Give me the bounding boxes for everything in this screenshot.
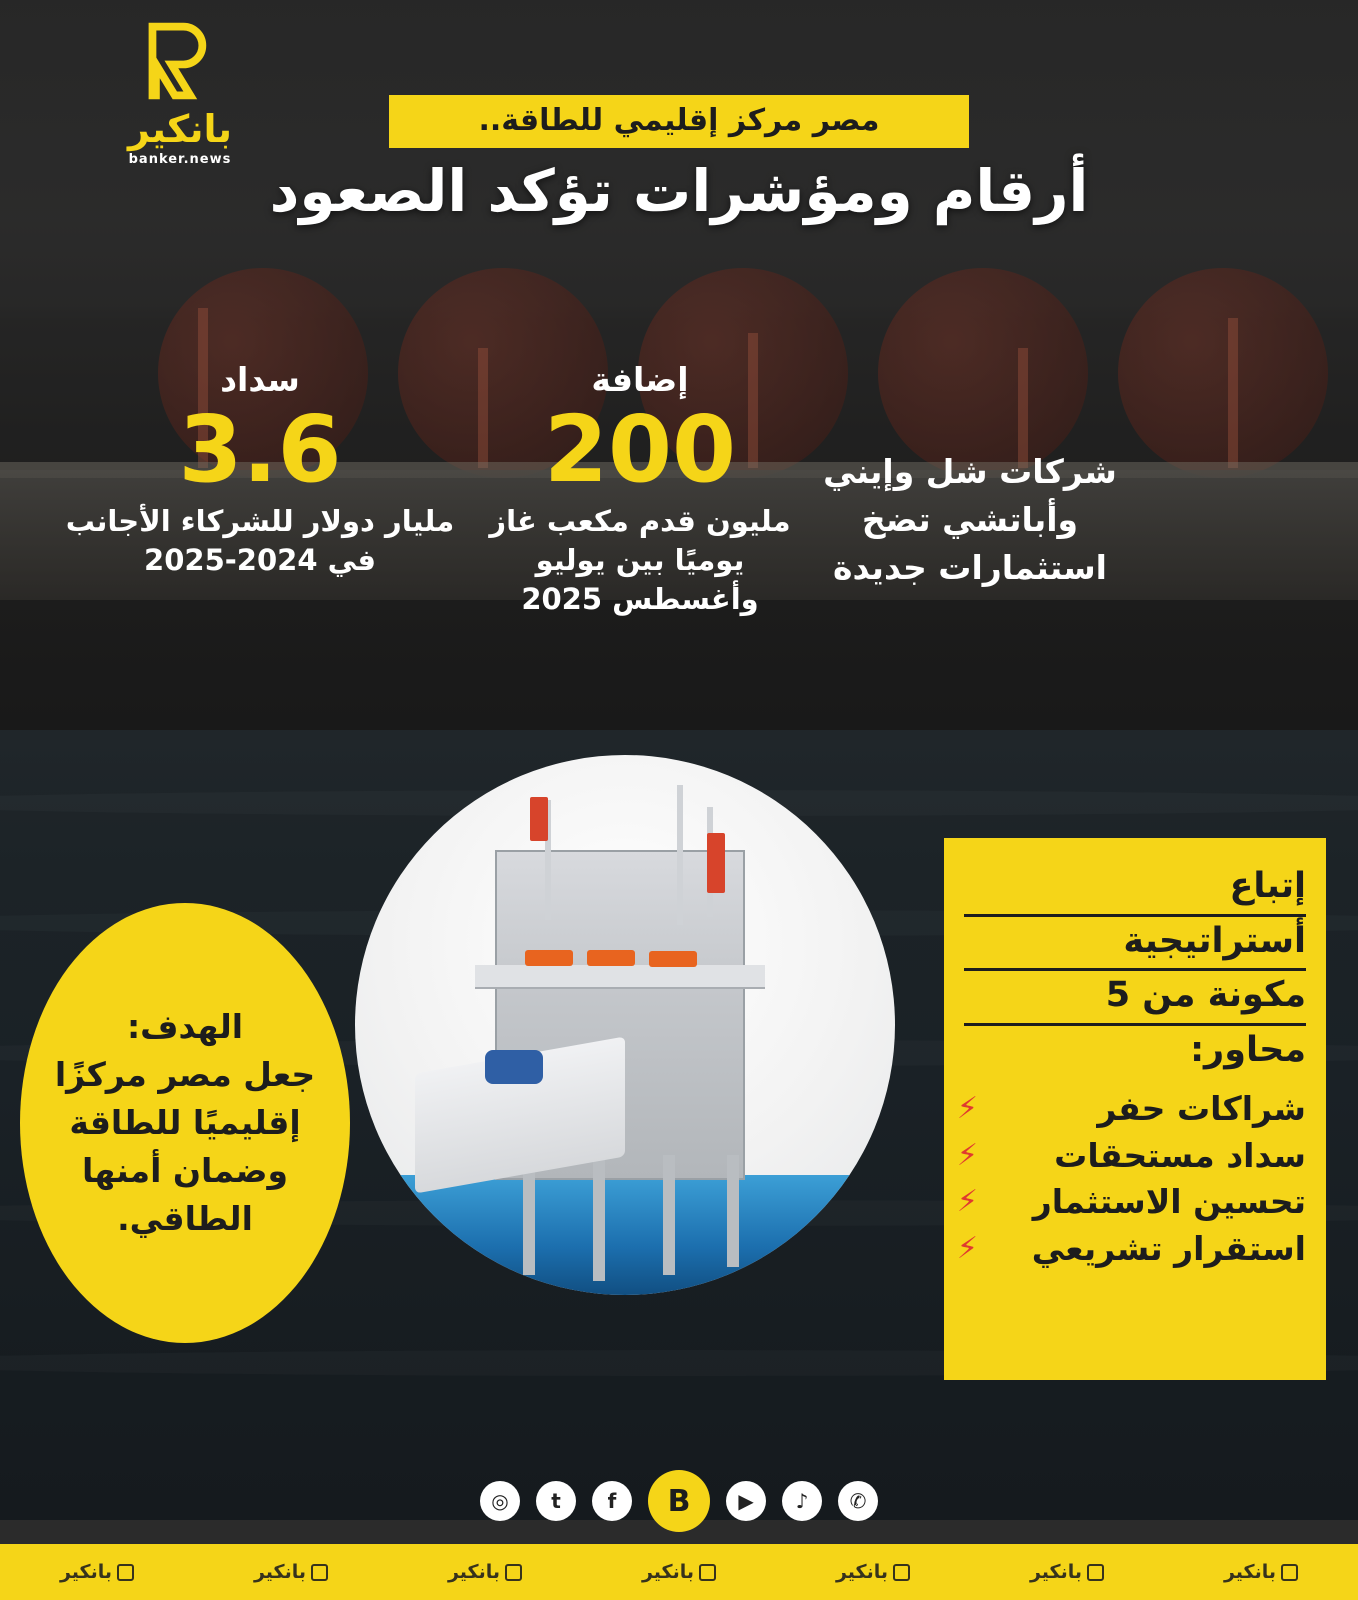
strategy-item-label: استقرار تشريعي [1031, 1229, 1306, 1269]
kicker-badge: مصر مركز إقليمي للطاقة.. [389, 95, 969, 148]
footer-strip-label: بانكير [835, 1561, 889, 1583]
rig-valve-cap [485, 1050, 543, 1084]
logo-subtext: banker.news [128, 152, 232, 167]
rig-leg [663, 1155, 675, 1275]
strategy-title-line-4: محاور: [1190, 1030, 1306, 1071]
logo-text: بانكير [127, 107, 233, 151]
rig-deck [475, 965, 765, 987]
list-item [956, 1226, 1306, 1273]
list-item [956, 1086, 1306, 1133]
youtube-icon[interactable]: ▶ [726, 1481, 766, 1521]
footer-strip-logo [254, 1561, 328, 1583]
strategy-item-label: سداد مستحقات [1054, 1135, 1306, 1175]
strategy-title-line-2: أستراتيجية [964, 917, 1306, 972]
footer-strip-label: بانكير [253, 1561, 307, 1583]
rig-crane [677, 785, 683, 925]
banker-mark-icon [893, 1564, 910, 1581]
banker-mark-icon [505, 1564, 522, 1581]
gas-addition-value: 200 [543, 395, 737, 503]
goal-title: الهدف: [126, 1007, 244, 1047]
rig-lifeboat [525, 950, 573, 966]
facebook-icon[interactable]: f [592, 1481, 632, 1521]
rig-leg [727, 1155, 739, 1267]
footer-strip-logo [1030, 1561, 1104, 1583]
footer-strip-logo [60, 1561, 134, 1583]
bolt-icon: ⚡ [956, 1184, 978, 1220]
footer-strip-label: بانكير [59, 1561, 113, 1583]
goal-callout [20, 903, 350, 1343]
strategy-panel [944, 838, 1326, 1380]
companies-stat-text: شركات شل وإيني وأباتشي تضخ استثمارات جديدة [823, 452, 1117, 587]
gas-addition-description: مليون قدم مكعب غاز يوميًا بين يوليو وأغسطس 2025 [489, 504, 791, 617]
footer-strip-logo [836, 1561, 910, 1583]
banker-mark-icon [1281, 1564, 1298, 1581]
stats-row [0, 360, 1358, 620]
banker-mark-icon [1087, 1564, 1104, 1581]
page-title: أرقام ومؤشرات تؤكد الصعود [269, 157, 1089, 225]
rig-red-mast [707, 833, 725, 893]
whatsapp-icon[interactable]: ✆ [838, 1481, 878, 1521]
banker-mark-icon [117, 1564, 134, 1581]
banker-mark-icon [699, 1564, 716, 1581]
rig-lifeboat [649, 951, 697, 967]
footer-strip-logo [448, 1561, 522, 1583]
strategy-list [956, 1086, 1306, 1273]
footer-strip-label: بانكير [641, 1561, 695, 1583]
footer-strip-label: بانكير [1029, 1561, 1083, 1583]
twitter-icon[interactable]: t [536, 1481, 576, 1521]
footer-logo-strip [0, 1544, 1358, 1600]
instagram-icon[interactable]: ◎ [480, 1481, 520, 1521]
banker-monogram-icon [137, 18, 223, 104]
bolt-icon: ⚡ [956, 1137, 978, 1173]
gas-addition-label: إضافة [591, 360, 689, 399]
list-item [956, 1133, 1306, 1180]
payment-description: مليار دولار للشركاء الأجانب في 2024-2025 [65, 504, 455, 578]
social-bar [0, 1458, 1358, 1544]
companies-stat [820, 360, 1120, 592]
strategy-item-label: شراكات حفر [1097, 1088, 1306, 1128]
strategy-title-line-3: مكونة من 5 [964, 971, 1306, 1026]
gas-addition-stat [460, 360, 820, 620]
payment-stat [60, 360, 460, 580]
offshore-rig-photo [355, 755, 895, 1295]
banker-mark-icon [311, 1564, 328, 1581]
list-item [956, 1179, 1306, 1226]
footer-strip-logo [1224, 1561, 1298, 1583]
strategy-item-label: تحسين الاستثمار [1032, 1182, 1306, 1222]
footer-strip-logo [642, 1561, 716, 1583]
goal-body: جعل مصر مركزًا إقليميًا للطاقة وضمان أمنها الطاقي. [54, 1055, 316, 1238]
tiktok-icon[interactable]: ♪ [782, 1481, 822, 1521]
payment-label: سداد [220, 360, 300, 399]
bolt-icon: ⚡ [956, 1090, 978, 1126]
rig-leg [593, 1155, 605, 1281]
rig-red-mast [530, 797, 548, 841]
banker-logo-icon[interactable]: B [648, 1470, 710, 1532]
strategy-title-line-1: إتباع [964, 862, 1306, 917]
footer-strip-label: بانكير [447, 1561, 501, 1583]
payment-value: 3.6 [178, 395, 342, 503]
site-logo[interactable] [80, 18, 280, 167]
strategy-title [964, 862, 1306, 1076]
bolt-icon: ⚡ [956, 1231, 978, 1267]
footer-strip-label: بانكير [1223, 1561, 1277, 1583]
rig-lifeboat [587, 950, 635, 966]
rig-water [355, 1175, 895, 1295]
